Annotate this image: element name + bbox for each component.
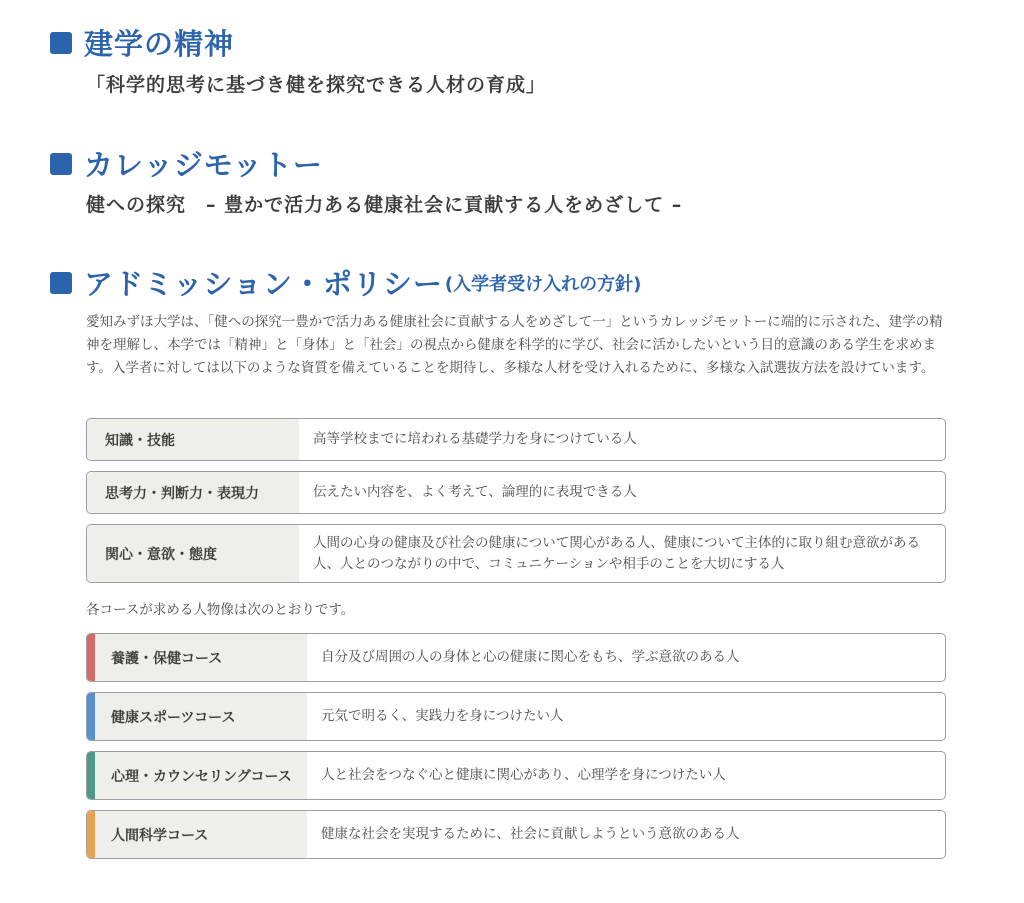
- course-note: 各コースが求める人物像は次のとおりです。: [86, 602, 355, 618]
- spirit-lead: 「科学的思考に基づき健を探究できる人材の育成」: [86, 74, 547, 96]
- course-row: [86, 810, 946, 859]
- motto-lead: 健への探究 – 豊かで活力ある健康社会に貢献する人をめざして –: [86, 194, 683, 216]
- section-heading-motto: [50, 143, 323, 184]
- course-label: 人間科学コース: [95, 811, 307, 858]
- square-bullet-icon: [50, 32, 72, 54]
- course-color-bar: [87, 811, 95, 858]
- course-text: 元気で明るく、実践力を身につけたい人: [321, 708, 564, 724]
- policy-row: [86, 471, 946, 514]
- policy-label: 関心・意欲・態度: [87, 525, 299, 582]
- course-label: 健康スポーツコース: [95, 693, 307, 740]
- course-color-bar: [87, 693, 95, 740]
- admission-paragraph: 愛知みずほ大学は、「健への探究一豊かで活力ある健康社会に貢献する人をめざして一」というカレッジモットーに端的に示された、建学の精神を理解し、本学では「精神」と「身体」と「社会」の視点から健康を科学的に学び、社会に活かしたいという目的意識のある学生を求めます。入学者に対しては以下のような資質を備えていることを期待し、多様な人材を受け入れるために、多様な入試選抜方法を設けています。: [86, 314, 943, 376]
- square-bullet-icon: [50, 153, 72, 175]
- policy-label: 知識・技能: [87, 419, 299, 460]
- policy-text: 高等学校までに培われる基礎学力を身につけている人: [313, 431, 637, 447]
- section-heading-spirit: [50, 22, 234, 63]
- square-bullet-icon: [50, 272, 72, 294]
- section-title: 建学の精神: [84, 27, 235, 61]
- policy-text: 伝えたい内容を、よく考えて、論理的に表現できる人: [313, 484, 637, 500]
- course-row: [86, 633, 946, 682]
- course-text: 自分及び周囲の人の身体と心の健康に関心をもち、学ぶ意欲のある人: [321, 649, 740, 665]
- course-text: 健康な社会を実現するために、社会に貢献しようという意欲のある人: [321, 826, 740, 842]
- course-text: 人と社会をつなぐ心と健康に関心があり、心理学を身につけたい人: [321, 767, 726, 783]
- section-heading-admission: [50, 262, 641, 303]
- course-color-bar: [87, 752, 95, 799]
- policy-text: 人間の心身の健康及び社会の健康について関心がある人、健康について主体的に取り組む意欲がある人、人とのつながりの中で、コミュニケーションや相手のことを大切にする人: [313, 534, 920, 572]
- section-subtitle: (入学者受け入れの方針): [444, 273, 642, 295]
- section-title: アドミッション・ポリシー: [84, 267, 443, 301]
- policy-row: [86, 418, 946, 461]
- course-row: [86, 751, 946, 800]
- course-label: 養護・保健コース: [95, 634, 307, 681]
- section-title: カレッジモットー: [84, 148, 323, 182]
- course-row: [86, 692, 946, 741]
- policy-row: [86, 524, 946, 583]
- course-color-bar: [87, 634, 95, 681]
- policy-label: 思考力・判断力・表現力: [87, 472, 299, 513]
- course-label: 心理・カウンセリングコース: [95, 752, 307, 799]
